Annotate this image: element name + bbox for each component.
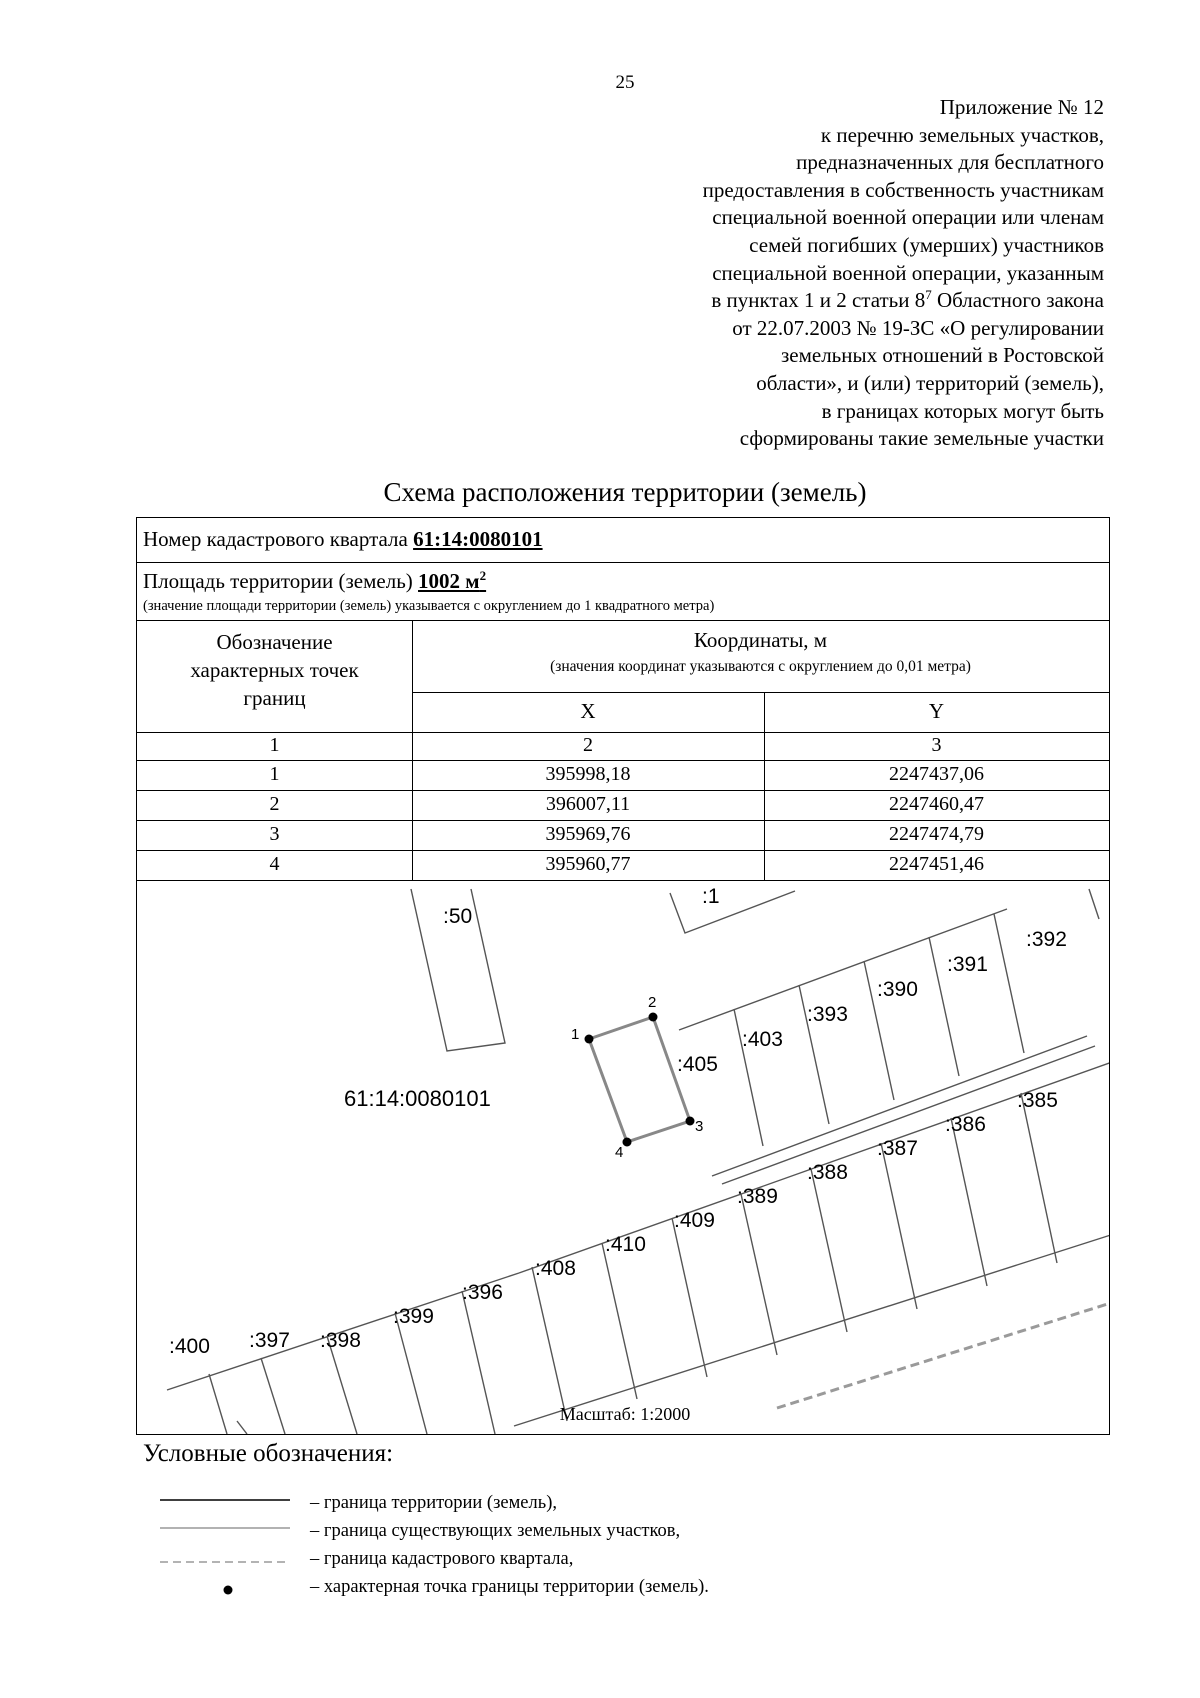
- thin-line-icon: [160, 1521, 290, 1547]
- row-divider: [137, 850, 1109, 851]
- point-marker-4: [623, 1138, 632, 1147]
- cadastral-label: Номер кадастрового квартала: [143, 527, 414, 551]
- parcel-1-border: [670, 891, 795, 933]
- divider-lower: [602, 1243, 637, 1399]
- appendix-line: в границах которых могут быть: [821, 398, 1104, 423]
- street-bottom: [722, 1046, 1095, 1184]
- points-header: [137, 628, 412, 712]
- divider-upper: [994, 914, 1024, 1053]
- divider-lower: [532, 1267, 567, 1421]
- point-label: 4: [615, 1144, 624, 1161]
- territory-boundary: [589, 1017, 690, 1142]
- points-header-line: границ: [243, 686, 306, 710]
- table-row-x: 396007,11: [545, 793, 631, 815]
- table-row-y: 2247451,46: [889, 853, 984, 875]
- appendix-law-line: [484, 287, 1104, 315]
- divider-lower: [951, 1118, 987, 1286]
- legend-item-territory-border: [150, 1493, 850, 1519]
- row-divider: [137, 562, 1109, 563]
- parcel-label: :389: [737, 1185, 778, 1208]
- point-labels: [571, 994, 703, 1161]
- row-divider: [137, 790, 1109, 791]
- divider-lower: [811, 1169, 847, 1332]
- row-divider: [137, 620, 1109, 621]
- table-row-x: 395998,18: [545, 763, 631, 785]
- row-divider: [412, 692, 1109, 693]
- area-row: [143, 568, 486, 594]
- divider-upper: [1089, 889, 1099, 919]
- legend-label: – граница существующих земельных участков,: [310, 1521, 681, 1541]
- page-number: 25: [615, 72, 635, 93]
- parcel-label: :396: [462, 1281, 503, 1304]
- table-row-y: 2247474,79: [889, 823, 984, 845]
- parcel-label: :390: [877, 978, 918, 1001]
- parcel-label: :391: [947, 953, 988, 976]
- parcel-label: :403: [742, 1028, 783, 1051]
- parcel-label: :405: [677, 1053, 718, 1076]
- table-row-point: 4: [269, 853, 280, 875]
- divider-lower: [881, 1143, 917, 1309]
- appendix-line: предназначенных для бесплатного: [796, 150, 1104, 175]
- dashed-line-icon: [160, 1549, 290, 1575]
- divider-lower: [1021, 1093, 1057, 1263]
- point-marker-3: [686, 1117, 695, 1126]
- point-marker-2: [649, 1013, 658, 1022]
- parcel-label: :408: [535, 1257, 576, 1280]
- legend-label: – характерная точка границы территории (земель).: [310, 1577, 709, 1597]
- dot-icon: [160, 1577, 290, 1603]
- appendix-line: специальной военной операции или членам: [712, 205, 1104, 230]
- area-value: [418, 569, 486, 593]
- table-row-x: 395960,77: [545, 853, 631, 875]
- cadastral-row: [143, 527, 543, 552]
- area-value-text: 1002 м: [418, 569, 480, 593]
- legend-item-point: [150, 1577, 850, 1603]
- parcel-label: :393: [807, 1003, 848, 1026]
- y-header: Y: [928, 699, 945, 723]
- legend-label: – граница кадастрового квартала,: [310, 1549, 574, 1569]
- parcel-label: :392: [1026, 928, 1067, 951]
- row-divider: [137, 732, 1109, 733]
- table-row-x: 395969,76: [545, 823, 631, 845]
- legend-label: – граница территории (земель),: [310, 1493, 557, 1513]
- point-label: 3: [695, 1118, 704, 1135]
- table-row-point: 3: [269, 823, 280, 845]
- table-row-point: 1: [269, 763, 280, 785]
- index-cell: 1: [269, 734, 280, 756]
- legend-title: Условные обозначения:: [143, 1440, 394, 1467]
- appendix-line: сформированы такие земельные участки: [739, 426, 1104, 451]
- point-label: 1: [571, 1026, 580, 1043]
- parcel-label: :409: [674, 1209, 715, 1232]
- quarter-label: 61:14:0080101: [344, 1086, 491, 1111]
- index-cell: 2: [583, 734, 593, 756]
- table-row-y: 2247437,06: [889, 763, 984, 785]
- points-header-line: Обозначение: [216, 630, 333, 654]
- appendix-line: от 22.07.2003 № 19-ЗС «О регулировании: [732, 315, 1104, 340]
- appendix-line: предоставления в собственность участникам: [702, 177, 1104, 202]
- table-row-point: 2: [269, 793, 280, 815]
- row-divider: [137, 820, 1109, 821]
- area-value-sup: 2: [479, 568, 487, 583]
- quarter-border-line: [777, 1301, 1109, 1408]
- index-cell: 3: [931, 734, 942, 756]
- parcel-label: :398: [320, 1329, 361, 1352]
- appendix-line: к перечню земельных участков,: [820, 122, 1104, 147]
- solid-line-icon: [160, 1493, 290, 1519]
- legend-item-parcel-border: [150, 1521, 850, 1547]
- divider-lower: [741, 1194, 777, 1355]
- points-header-line: характерных точек: [190, 658, 359, 682]
- area-label: Площадь территории (земель): [143, 569, 419, 593]
- coords-header: Координаты, м: [693, 628, 828, 652]
- point-marker-1: [585, 1035, 594, 1044]
- map-scale: Масштаб: 1:2000: [559, 1404, 691, 1424]
- parcel-label: :387: [877, 1137, 918, 1160]
- table-row-y: 2247460,47: [889, 793, 984, 815]
- parcel-label: :50: [443, 905, 473, 928]
- coords-note: (значения координат указываются с округлением до 0,01 метра): [550, 658, 971, 675]
- law-line-suffix: Областного закона: [931, 288, 1104, 313]
- parcel-label: :385: [1017, 1089, 1058, 1112]
- parcel-label: :1: [702, 885, 720, 908]
- law-line-sup: 7: [925, 287, 932, 303]
- cadastral-map: [137, 881, 1109, 1434]
- parcel-label: :410: [605, 1233, 646, 1256]
- parcel-label: :386: [945, 1113, 986, 1136]
- cadastral-number: 61:14:0080101: [413, 527, 543, 551]
- parcel-label: :397: [249, 1329, 290, 1352]
- appendix-line: земельных отношений в Ростовской: [780, 343, 1104, 368]
- appendix-line: области», и (или) территорий (земель),: [756, 370, 1104, 395]
- x-header: X: [580, 699, 596, 723]
- parcel-label: :400: [169, 1335, 210, 1358]
- point-label: 2: [648, 994, 657, 1011]
- appendix-line: специальной военной операции, указанным: [712, 260, 1104, 285]
- area-note: (значение площади территории (земель) указывается с округлением до 1 квадратного метра): [143, 598, 715, 614]
- row-divider: [137, 760, 1109, 761]
- law-line-prefix: в пунктах 1 и 2 статьи 8: [711, 288, 926, 313]
- appendix-line: семей погибших (умерших) участников: [749, 232, 1104, 257]
- scheme-table: [136, 517, 1110, 1435]
- appendix-line: Приложение № 12: [939, 95, 1104, 119]
- divider-lower: [672, 1218, 707, 1377]
- appendix-caption: [484, 94, 1104, 453]
- parcel-label: :399: [393, 1305, 434, 1328]
- legend-item-quarter-border: [150, 1549, 850, 1575]
- parcel-label: :388: [807, 1161, 848, 1184]
- document-title: Схема расположения территории (земель): [383, 477, 867, 507]
